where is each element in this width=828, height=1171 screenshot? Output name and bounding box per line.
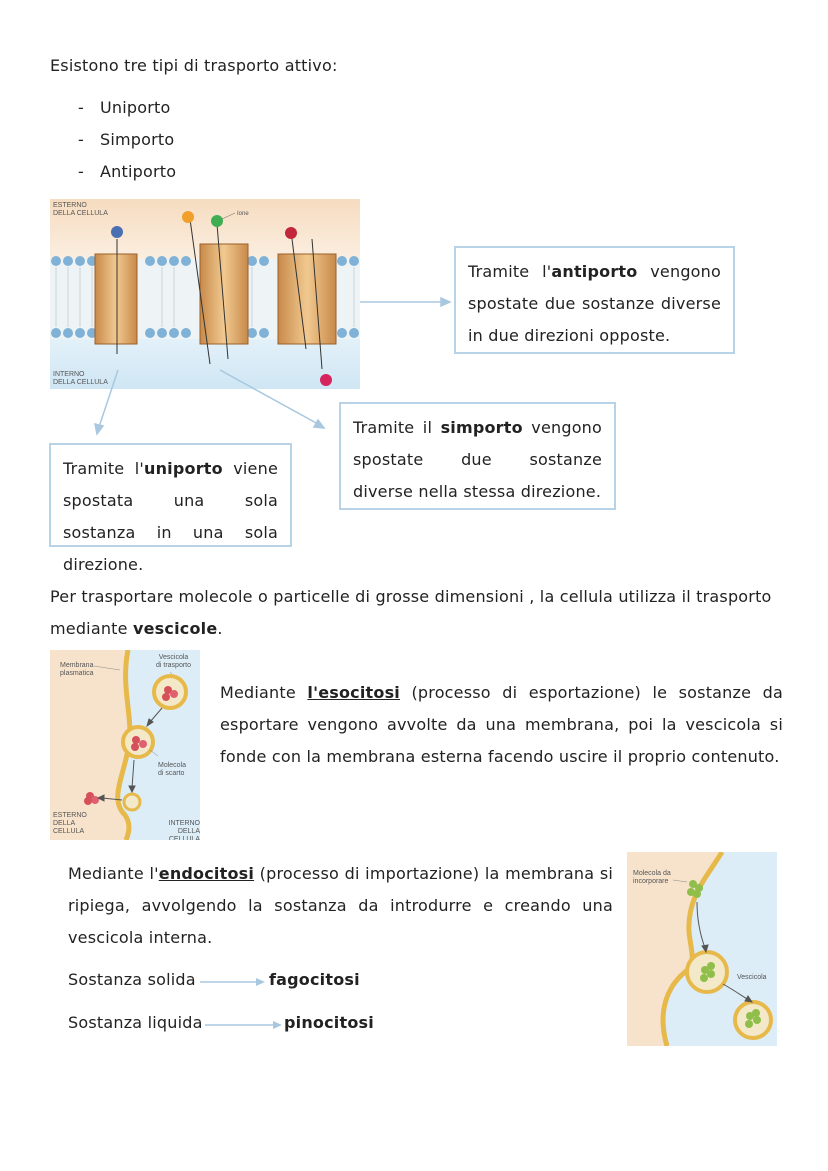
exocytosis-paragraph: Mediante l'esocitosi (processo di esportazione) le sostanze da esportare vengono avvolte da una membrana, poi la vescicola si fonde con la membrana esterna facendo uscire il proprio contenuto. — [220, 683, 783, 766]
endocytosis-vesicle-label: Vescicola — [737, 974, 767, 981]
exocytosis-outside-label: ESTERNO DELLA CELLULA — [53, 812, 87, 835]
exocytosis-inside-label: INTERNO DELLA CELLULA — [168, 820, 200, 840]
endocytosis-figure — [627, 852, 777, 1046]
inside-cell-label: INTERNO DELLA CELLULA — [53, 371, 108, 386]
liquid-arrow — [205, 1018, 285, 1032]
list-item: - Antiporto — [78, 162, 177, 181]
solid-arrow — [200, 975, 270, 989]
membrane-label: Membrana plasmatica — [60, 662, 94, 677]
fagocitosi-result: fagocitosi — [269, 970, 360, 989]
list-item: - Uniporto — [78, 98, 171, 117]
simporto-box: Tramite il simporto vengono spostate due sostanze diverse nella stessa direzione. — [339, 402, 616, 510]
liquid-substance-label: Sostanza liquida — [68, 1013, 203, 1032]
uniporto-box: Tramite l'uniporto viene spostata una sola sostanza in una sola direzione. — [49, 443, 292, 547]
ion-label: Ione — [237, 211, 249, 217]
outside-cell-label: ESTERNO DELLA CELLULA — [53, 202, 108, 217]
vescicole-paragraph: Per trasportare molecole o particelle di grosse dimensioni , la cellula utilizza il trasporto mediante vescicole. — [50, 587, 772, 638]
antiporto-box: Tramite l'antiporto vengono spostate due sostanze diverse in due direzioni opposte. — [454, 246, 735, 354]
pinocitosi-result: pinocitosi — [284, 1013, 374, 1032]
intro-text: Esistono tre tipi di trasporto attivo: — [50, 56, 338, 75]
endocytosis-paragraph: Mediante l'endocitosi (processo di importazione) la membrana si ripiega, avvolgendo la sostanza da introdurre e creando una vescicola interna. — [68, 864, 613, 947]
waste-molecule-label: Molecola di scarto — [158, 762, 187, 777]
vesicle-label: Vescicola di trasporto — [156, 654, 192, 669]
exocytosis-figure — [50, 650, 200, 840]
list-item: - Simporto — [78, 130, 175, 149]
incoming-molecule-label: Molecola da incorporare — [633, 870, 671, 885]
solid-substance-label: Sostanza solida — [68, 970, 196, 989]
